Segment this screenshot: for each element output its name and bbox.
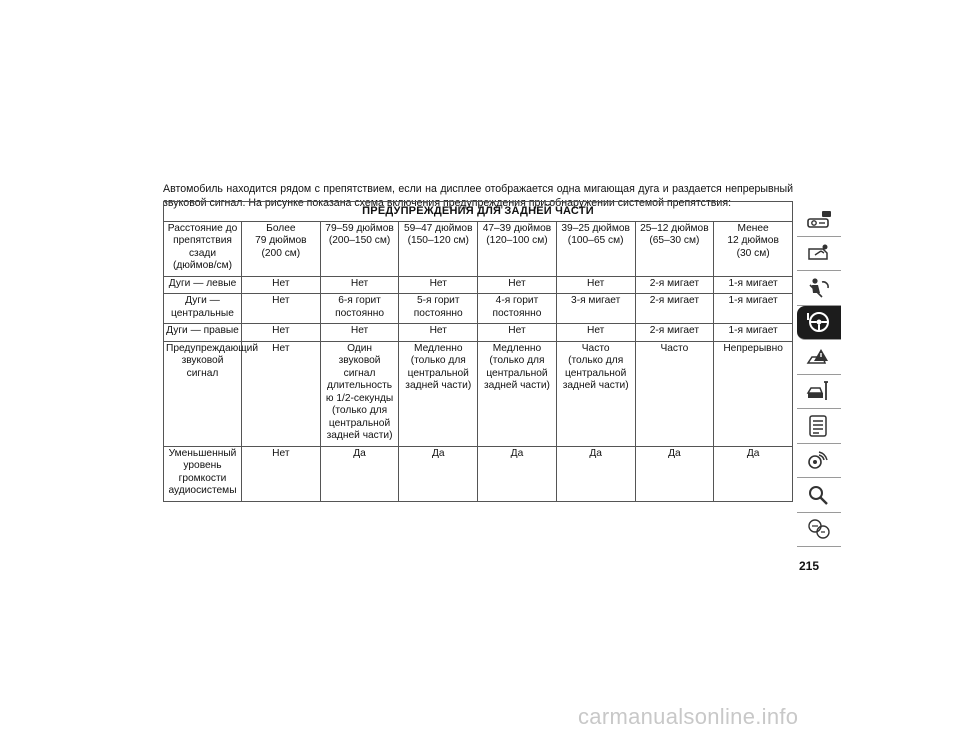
table-cell: Часто: [635, 341, 714, 446]
chapter-tab[interactable]: [797, 340, 841, 375]
car-service-tools-icon: [805, 379, 833, 403]
row-label: Дуги — центральные: [164, 294, 242, 324]
table-cell: 47–39 дюймов (120–100 см): [478, 221, 557, 276]
table-cell: Часто (только для центральной задней части): [556, 341, 635, 446]
row-label: Расстояние до препятствия сзади (дюймов/см): [164, 221, 242, 276]
table-cell: Нет: [242, 341, 321, 446]
table-cell: Да: [714, 446, 793, 501]
table-body: [164, 221, 793, 501]
table-cell: 1-я мигает: [714, 294, 793, 324]
seat-belt-airbag-icon: [805, 276, 833, 300]
page-number: 215: [799, 559, 820, 573]
table-cell: Нет: [478, 276, 557, 294]
table-cell: 5-я горит постоянно: [399, 294, 478, 324]
chapter-tab[interactable]: [797, 478, 841, 513]
intro-paragraph: Автомобиль находится рядом с препятствием, если на дисплее отображается одна мигающая дуга и раздается непрерывный звуковой сигнал. На рисунке показана схема включения предупреждения при обнаружении системой препятствия:: [163, 182, 793, 209]
chapter-tab[interactable]: [797, 444, 841, 479]
car-dashboard-icon: [805, 207, 833, 231]
table-cell: Один звуковой сигнал длительность ю 1/2-секунды (только для центральной задней части): [320, 341, 399, 446]
table-cell: Нет: [242, 276, 321, 294]
table-cell: Нет: [242, 294, 321, 324]
car-keys-icon: [805, 241, 833, 265]
chapter-tab[interactable]: [797, 237, 841, 272]
table-cell: Медленно (только для центральной задней части): [478, 341, 557, 446]
chapter-tab[interactable]: [797, 202, 841, 237]
table-row: [164, 221, 793, 276]
table-cell: 1-я мигает: [714, 324, 793, 342]
table-cell: Непрерывно: [714, 341, 793, 446]
table-row: [164, 294, 793, 324]
table-cell: Да: [556, 446, 635, 501]
chapter-tab[interactable]: [797, 306, 841, 341]
table-cell: Да: [635, 446, 714, 501]
table-row: [164, 446, 793, 501]
table-cell: Нет: [242, 324, 321, 342]
table-cell: Нет: [556, 276, 635, 294]
table-row: [164, 276, 793, 294]
table-cell: 1-я мигает: [714, 276, 793, 294]
steering-wheel-icon: [805, 310, 833, 334]
table-cell: 3-я мигает: [556, 294, 635, 324]
table-cell: Более 79 дюймов (200 см): [242, 221, 321, 276]
table-cell: Медленно (только для центральной задней части): [399, 341, 478, 446]
table-cell: Да: [478, 446, 557, 501]
table-cell: 59–47 дюймов (150–120 см): [399, 221, 478, 276]
table-cell: Менее 12 дюймов (30 см): [714, 221, 793, 276]
row-label: Уменьшенный уровень громкости аудиосистемы: [164, 446, 242, 501]
row-label: Дуги — левые: [164, 276, 242, 294]
multimedia-icon: [805, 448, 833, 472]
languages-icon: [805, 517, 833, 541]
table-cell: 25–12 дюймов (65–30 см): [635, 221, 714, 276]
chapter-tab[interactable]: [797, 409, 841, 444]
row-label: Дуги — правые: [164, 324, 242, 342]
table-row: [164, 324, 793, 342]
table-title: ПРЕДУПРЕЖДЕНИЯ ДЛЯ ЗАДНЕЙ ЧАСТИ: [164, 202, 793, 222]
table-cell: Нет: [478, 324, 557, 342]
chapter-tab[interactable]: [797, 271, 841, 306]
table-cell: Нет: [320, 276, 399, 294]
table-cell: 2-я мигает: [635, 324, 714, 342]
chapter-tab[interactable]: [797, 513, 841, 548]
rear-warnings-table: [163, 201, 793, 502]
chapter-tabs-sidebar: [797, 202, 841, 547]
table-cell: Да: [320, 446, 399, 501]
search-index-icon: [805, 483, 833, 507]
table-cell: 4-я горит постоянно: [478, 294, 557, 324]
table-cell: Нет: [399, 324, 478, 342]
table-cell: 2-я мигает: [635, 276, 714, 294]
table-cell: Да: [399, 446, 478, 501]
warning-light-car-icon: [805, 345, 833, 369]
row-label: Предупреждающий звуковой сигнал: [164, 341, 242, 446]
rear-warnings-table-container: [163, 201, 793, 502]
table-cell: Нет: [399, 276, 478, 294]
table-cell: 2-я мигает: [635, 294, 714, 324]
table-cell: Нет: [242, 446, 321, 501]
maintenance-checklist-icon: [805, 414, 833, 438]
table-cell: 6-я горит постоянно: [320, 294, 399, 324]
table-cell: 39–25 дюймов (100–65 см): [556, 221, 635, 276]
chapter-tab[interactable]: [797, 375, 841, 410]
table-row: [164, 341, 793, 446]
table-cell: 79–59 дюймов (200–150 см): [320, 221, 399, 276]
table-cell: Нет: [320, 324, 399, 342]
watermark-text: carmanualsonline.info: [578, 704, 799, 729]
table-cell: Нет: [556, 324, 635, 342]
